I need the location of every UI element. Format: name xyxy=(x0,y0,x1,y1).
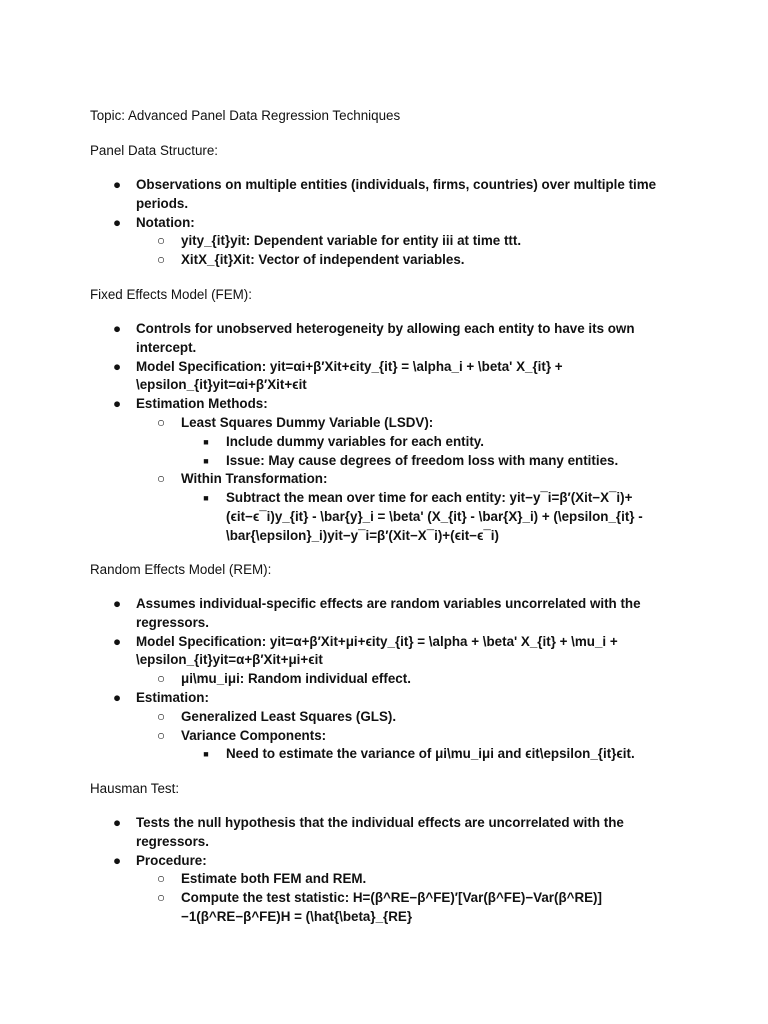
list-item xyxy=(203,745,690,764)
bullet-marker: ○ xyxy=(156,871,166,887)
bullet-marker: ○ xyxy=(156,233,166,249)
list-item xyxy=(112,633,690,671)
topic-title: Topic: Advanced Panel Data Regression Techniques xyxy=(90,108,401,123)
bullet-marker: ● xyxy=(112,689,122,705)
bullet-marker: ● xyxy=(112,321,122,336)
bullet-marker: ● xyxy=(112,396,122,412)
list-item xyxy=(156,251,690,270)
list-item-text: Generalized Least Squares (GLS). xyxy=(181,708,397,724)
list-item xyxy=(112,214,690,233)
list-item xyxy=(156,889,690,927)
list-item-text: Least Squares Dummy Variable (LSDV): xyxy=(181,414,434,430)
list-item xyxy=(112,689,690,708)
list-item xyxy=(156,708,690,727)
bullet-marker: ● xyxy=(112,358,122,374)
list-item xyxy=(112,395,690,414)
list-item xyxy=(112,852,690,871)
list-item-text: Notation: xyxy=(136,214,195,230)
list-item-text: Estimation: xyxy=(136,689,209,705)
list-item-text: Need to estimate the variance of μi\mu_iμi and ϵit\epsilon_{it}ϵit. xyxy=(226,746,635,762)
list-item-text: Model Specification: yit=αi+β′Xit+ϵity_{it} = \alpha_i + \beta' X_{it} + \epsilon_{it}yit=αi+β′Xit+ϵit xyxy=(136,358,563,393)
list-item-text: Variance Components: xyxy=(181,727,327,743)
list-item-text: XitX_{it}Xit: Vector of independent variables. xyxy=(181,252,465,268)
list-item-text: Model Specification: yit=α+β′Xit+μi+ϵity_{it} = \alpha + \beta' X_{it} + \mu_i + \epsilon_{it}yit=α+β′Xit+μi+ϵit xyxy=(136,633,618,668)
list-item xyxy=(156,232,690,251)
list-item xyxy=(156,414,690,433)
list-item-text: Estimation Methods: xyxy=(136,396,268,412)
section-heading: Panel Data Structure: xyxy=(90,143,219,158)
list-item-text: Compute the test statistic: H=(β^RE−β^FE)′[Var(β^FE)−Var(β^RE)]−1(β^RE−β^FE)H = (\hat{\beta}_{RE} xyxy=(181,890,602,924)
list-item-text: Subtract the mean over time for each entity: yit−y¯i=β′(Xit−X¯i)+(ϵit−ϵ¯i)y_{it} - \bar{y}_i = \beta' (X_{it} - \bar{X}_i) + (\epsilon_{it} - \bar{\epsilon}_i)yit−y¯i=β′(Xit−X¯i)+(ϵit−ϵ¯i) xyxy=(226,490,643,543)
list-item-text: Within Transformation: xyxy=(181,471,328,487)
list-item xyxy=(112,595,690,633)
bullet-list xyxy=(90,320,690,546)
list-item-text: Tests the null hypothesis that the individual effects are uncorrelated with the regressors. xyxy=(136,815,624,849)
list-item xyxy=(203,489,690,545)
list-item xyxy=(112,358,690,396)
bullet-marker: ■ xyxy=(203,749,209,760)
list-item xyxy=(203,433,690,452)
list-item xyxy=(112,320,690,358)
section-heading: Hausman Test: xyxy=(90,781,180,796)
list-item xyxy=(112,814,690,852)
list-item-text: Estimate both FEM and REM. xyxy=(181,871,367,887)
list-item-text: Issue: May cause degrees of freedom loss with many entities. xyxy=(226,452,619,468)
list-item xyxy=(156,870,690,889)
list-item-text: μi\mu_iμi: Random individual effect. xyxy=(181,671,411,687)
bullet-list xyxy=(90,814,690,927)
bullet-marker: ○ xyxy=(156,708,166,724)
bullet-marker: ● xyxy=(112,815,122,830)
list-item xyxy=(156,470,690,489)
bullet-marker: ○ xyxy=(156,890,166,906)
bullet-marker: ● xyxy=(112,214,122,230)
list-item-text: Procedure: xyxy=(136,852,207,868)
list-item-text: yity_{it}yit: Dependent variable for entity iii at time ttt. xyxy=(181,233,522,249)
bullet-marker: ○ xyxy=(156,414,166,430)
section-heading: Random Effects Model (REM): xyxy=(90,562,272,577)
list-item-text: Controls for unobserved heterogeneity by allowing each entity to have its own intercept. xyxy=(136,321,635,355)
list-item xyxy=(156,727,690,746)
bullet-marker: ● xyxy=(112,633,122,649)
bullet-marker: ● xyxy=(112,177,122,192)
bullet-marker: ■ xyxy=(203,455,209,466)
list-item xyxy=(112,176,690,214)
bullet-marker: ○ xyxy=(156,252,166,268)
bullet-marker: ○ xyxy=(156,671,166,687)
bullet-marker: ○ xyxy=(156,471,166,487)
bullet-list xyxy=(90,176,690,270)
bullet-marker: ■ xyxy=(203,436,209,447)
bullet-marker: ● xyxy=(112,852,122,868)
section-heading: Fixed Effects Model (FEM): xyxy=(90,287,252,302)
list-item-text: Assumes individual-specific effects are random variables uncorrelated with the regressors. xyxy=(136,596,641,630)
list-item-text: Observations on multiple entities (individuals, firms, countries) over multiple time periods. xyxy=(136,177,657,211)
bullet-marker: ● xyxy=(112,596,122,611)
list-item xyxy=(203,452,690,471)
bullet-marker: ○ xyxy=(156,727,166,743)
list-item xyxy=(156,670,690,689)
bullet-list xyxy=(90,595,690,764)
bullet-marker: ■ xyxy=(203,493,209,504)
list-item-text: Include dummy variables for each entity. xyxy=(226,433,484,449)
